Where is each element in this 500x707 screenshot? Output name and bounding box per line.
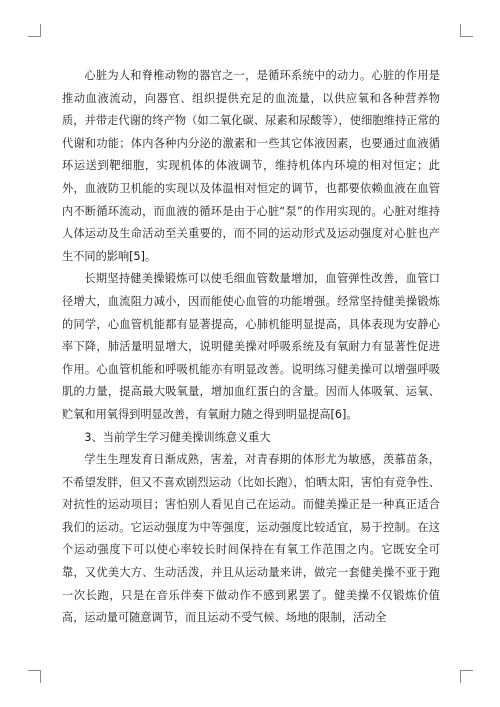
crop-mark-top-left [28, 24, 41, 37]
paragraph-heart-function: 心脏为人和脊椎动物的器官之一，是循环系统中的动力。心脏的作用是推动血液流动，向器官、组织提供充足的血流量，以供应氧和各种营养物质，并带走代谢的终产物（如二氧化碳、尿素和尿酸等），使细胞维持正常的代谢和功能；体内各种内分泌的激素和一些其它体液因素，也要通过血液循环运送到靶细胞，实现机体的体液调节，维持机体内环境的相对恒定；此外，血液防卫机能的实现以及体温相对恒定的调节，也都要依赖血液在血管内不断循环流动，而血液的循环是由于心脏“泵”的作用实现的。心脏对维持人体运动及生命活动至关重要的，而不同的运动形式及运动强度对心脏也产生不同的影响[5]。 [62, 69, 440, 263]
document-body [62, 65, 440, 630]
crop-mark-bottom-left [28, 670, 41, 683]
crop-mark-top-right [460, 24, 473, 37]
paragraph-aerobics-cardiovascular: 长期坚持健美操锻炼可以使毛细血管数量增加，血管弹性改善，血管口径增大，血流阻力减小，因而能使心血管的功能增强。经常坚持健美操锻炼的同学，心血管机能都有显著提高，心肺机能明显提高，具体表现为安静心率下降，肺活量明显增大，说明健美操对呼吸系统及有氧耐力有显著性促进作用。心血管机能和呼吸机能亦有明显改善。说明练习健美操可以增强呼吸肌的力量，提高最大吸氧量，增加血红蛋白的含量。因而人体吸氧、运氧、贮氧和用氧得到明显改善，有氧耐力随之得到明显提高[6]。 [62, 272, 440, 421]
crop-mark-bottom-right [460, 670, 473, 683]
section-heading: 3、当前学生学习健美操训练意义重大 [84, 430, 271, 444]
paragraph-student-aerobics: 学生生理发育日渐成熟，害羞，对青春期的体形尤为敏感，羡慕苗条，不希望发胖，但又不喜欢剧烈运动（比如长跑），怕晒太阳，害怕有竞争性、对抗性的运动项目；害怕别人看见自己在运动。而健美操正是一种真正适合我们的运动。它运动强度为中等强度，运动强度比较适宜，易于控制。在这个运动强度下可以使心率较长时间保持在有氧工作范围之内。它既安全可靠，又优美大方、生动活泼，并且从运动量来讲，做完一套健美操不亚于跑一次长跑，只是在音乐伴奏下做动作不感到累罢了。健美操不仅锻炼价值高，运动量可随意调节，而且运动不受气候、场地的限制，活动全 [62, 453, 440, 625]
